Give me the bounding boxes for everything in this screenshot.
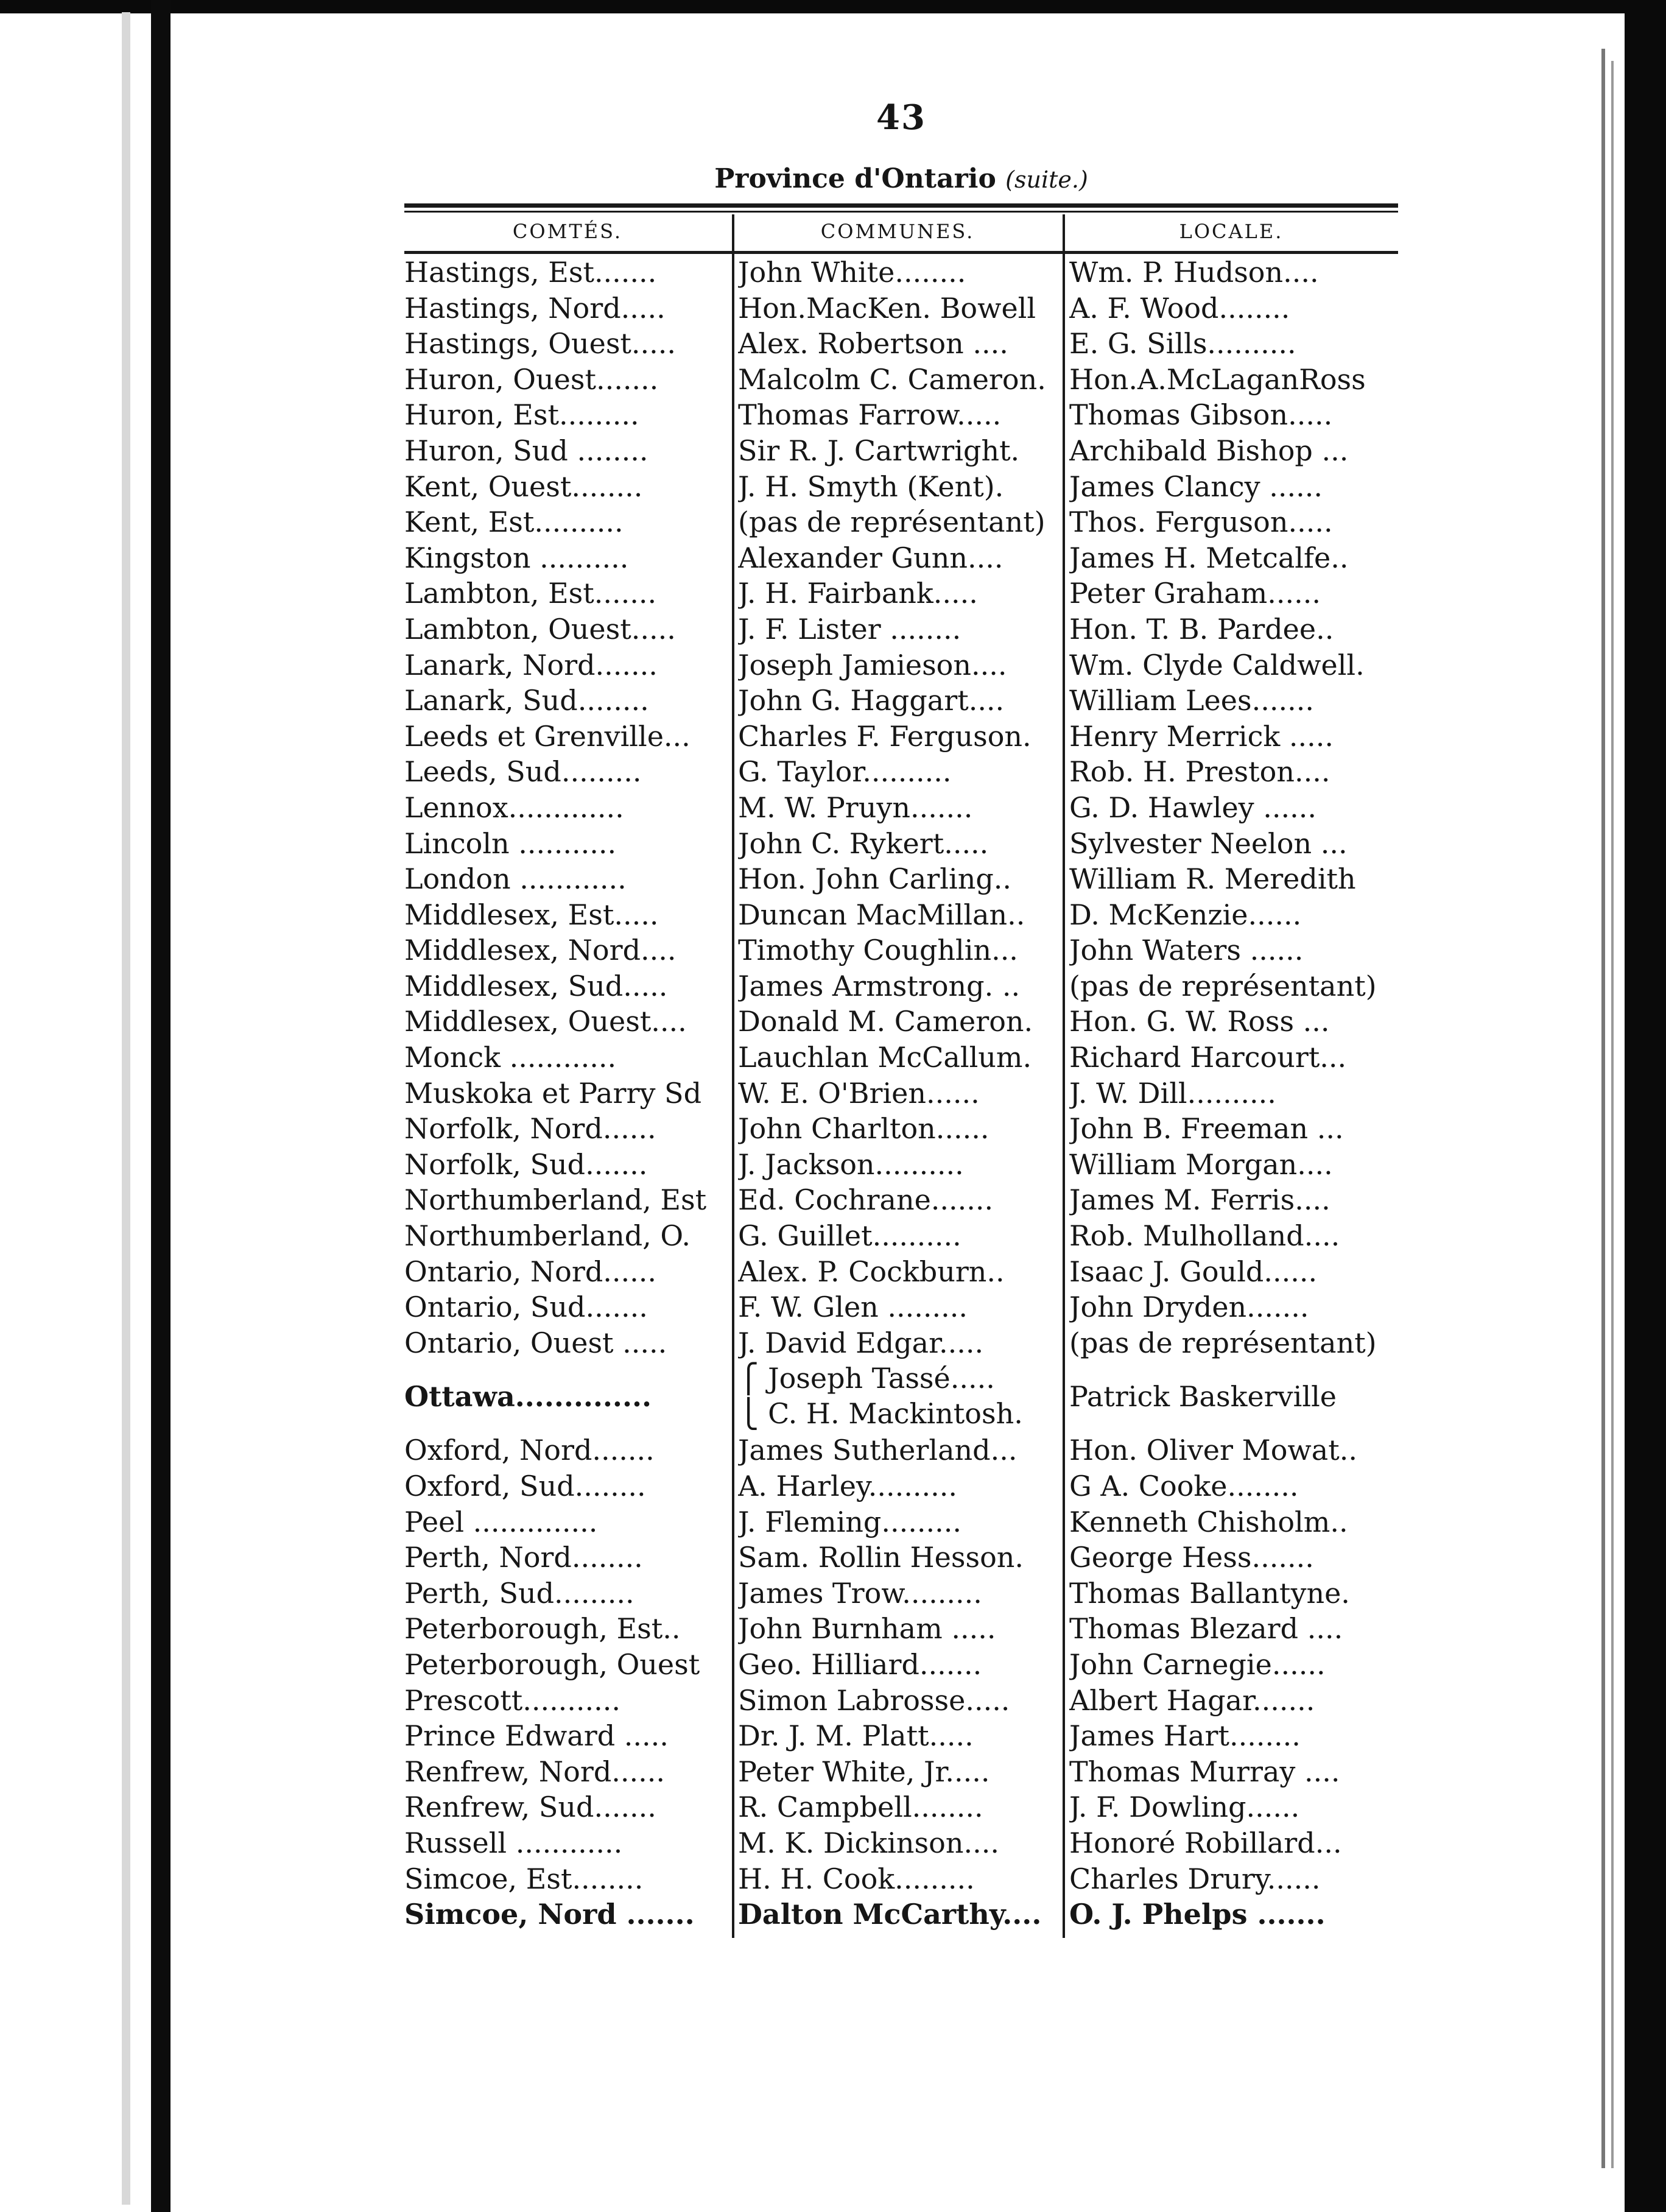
locale-cell: William Morgan.... — [1069, 1147, 1333, 1181]
communes-cell: J. Fleming......... — [738, 1505, 961, 1538]
locale-cell: Kenneth Chisholm.. — [1069, 1505, 1348, 1538]
locale-cell: J. W. Dill.......... — [1069, 1076, 1276, 1110]
comte-cell: Renfrew, Nord...... — [404, 1755, 665, 1788]
table-row — [404, 576, 1398, 611]
locale-cell: Thomas Ballantyne. — [1069, 1576, 1350, 1610]
comte-cell: Northumberland, O. — [404, 1219, 691, 1253]
locale-cell: James H. Metcalfe.. — [1069, 541, 1349, 574]
table-row — [404, 362, 1398, 398]
locale-cell: Hon. Oliver Mowat.. — [1069, 1434, 1357, 1467]
header-rule-thick — [404, 203, 1398, 208]
communes-cell: Simon Labrosse..... — [738, 1683, 1010, 1717]
table-row — [404, 1218, 1398, 1254]
locale-cell: John Waters ...... — [1069, 934, 1304, 967]
communes-cell: R. Campbell........ — [738, 1791, 983, 1824]
comte-cell: Middlesex, Sud..... — [404, 969, 668, 1002]
locale-cell: Hon.A.McLaganRoss — [1069, 362, 1366, 396]
communes-cell-stacked — [738, 1361, 1062, 1432]
column-header-rule — [404, 251, 1398, 254]
left-page-edge — [122, 12, 130, 2205]
comte-cell: Kent, Est.......... — [404, 505, 624, 539]
communes-cell: F. W. Glen ......... — [738, 1291, 968, 1324]
communes-cell: M. K. Dickinson.... — [738, 1826, 999, 1859]
locale-cell: George Hess....... — [1069, 1541, 1314, 1574]
comte-cell: Huron, Sud ........ — [404, 434, 648, 467]
province-heading — [548, 163, 1254, 194]
locale-cell: Wm. P. Hudson.... — [1069, 256, 1319, 289]
comte-cell: Lanark, Sud........ — [404, 684, 649, 717]
locale-cell: William Lees....... — [1069, 684, 1314, 717]
locale-cell: Albert Hagar....... — [1069, 1683, 1315, 1717]
table-row — [404, 291, 1398, 326]
locale-cell: E. G. Sills.......... — [1069, 327, 1296, 361]
table-row — [404, 1325, 1398, 1361]
table-row — [404, 790, 1398, 826]
comte-cell: Monck ............ — [404, 1041, 617, 1074]
locale-cell: Charles Drury...... — [1069, 1862, 1321, 1895]
comte-cell: Oxford, Sud........ — [404, 1470, 646, 1502]
table-row — [404, 1718, 1398, 1754]
locale-cell: A. F. Wood........ — [1069, 291, 1290, 325]
comte-cell: Simcoe, Nord ....... — [404, 1898, 695, 1931]
table-row — [404, 1540, 1398, 1576]
locale-cell: Richard Harcourt... — [1069, 1041, 1347, 1074]
locale-cell: J. F. Dowling...... — [1069, 1791, 1300, 1824]
column-header-comtes: COMTÉS. — [512, 220, 623, 243]
communes-cell: J. H. Fairbank..... — [738, 577, 978, 610]
column-header-locale: LOCALE. — [1179, 220, 1284, 243]
scan-border-right — [1625, 0, 1666, 2212]
table-row — [404, 433, 1398, 469]
communes-cell: Thomas Farrow..... — [738, 398, 1002, 432]
column-header-communes: COMMUNES. — [820, 220, 975, 243]
locale-cell: James Hart........ — [1069, 1719, 1301, 1753]
province-title: Province d'Ontario — [714, 163, 996, 194]
table-row — [404, 504, 1398, 540]
table-row — [404, 647, 1398, 683]
locale-cell: Thomas Gibson..... — [1069, 398, 1333, 432]
comte-cell: Leeds, Sud......... — [404, 755, 642, 789]
locale-cell: James Clancy ...... — [1069, 470, 1323, 503]
comte-cell: Perth, Sud......... — [404, 1576, 634, 1610]
comte-cell: Hastings, Ouest..... — [404, 327, 677, 361]
communes-cell: W. E. O'Brien...... — [738, 1076, 980, 1110]
communes-cell: Geo. Hilliard....... — [738, 1647, 982, 1681]
comte-cell: Lanark, Nord....... — [404, 648, 658, 682]
table-row — [404, 1289, 1398, 1325]
locale-cell: Wm. Clyde Caldwell. — [1069, 648, 1365, 682]
comte-cell: Renfrew, Sud....... — [404, 1791, 656, 1824]
comte-cell: Peterborough, Ouest — [404, 1647, 700, 1681]
locale-cell: James M. Ferris.... — [1069, 1183, 1330, 1217]
locale-cell: Isaac J. Gould...... — [1069, 1255, 1318, 1288]
locale-cell: William R. Meredith — [1069, 862, 1356, 896]
locale-cell: Hon. T. B. Pardee.. — [1069, 612, 1334, 646]
table-row — [404, 1611, 1398, 1647]
locale-cell: Henry Merrick ..... — [1069, 719, 1334, 753]
locale-cell: Sylvester Neelon ... — [1069, 826, 1348, 860]
comte-cell: Huron, Ouest....... — [404, 362, 659, 396]
comte-cell: Middlesex, Est..... — [404, 898, 659, 931]
table-row — [404, 1004, 1398, 1040]
table-row — [404, 1040, 1398, 1076]
communes-cell: Timothy Coughlin... — [738, 934, 1018, 967]
table-row — [404, 1789, 1398, 1825]
locale-cell: Thomas Blezard .... — [1069, 1612, 1343, 1646]
communes-cell: John Burnham ..... — [738, 1612, 996, 1646]
comte-cell: Huron, Est......... — [404, 398, 639, 432]
table-row — [404, 326, 1398, 362]
table-row — [404, 1147, 1398, 1183]
comte-cell: Prescott........... — [404, 1683, 621, 1717]
table-row — [404, 826, 1398, 862]
comte-cell: London ............ — [404, 862, 627, 896]
comte-cell: Middlesex, Ouest.... — [404, 1005, 687, 1038]
communes-cell: Sir R. J. Cartwright. — [738, 434, 1020, 467]
communes-cell: Donald M. Cameron. — [738, 1005, 1033, 1038]
communes-cell: John Charlton...... — [738, 1112, 989, 1146]
communes-cell: John White........ — [738, 256, 966, 289]
comte-cell: Perth, Nord........ — [404, 1541, 643, 1574]
communes-cell: H. H. Cook......... — [738, 1862, 975, 1895]
table-row — [404, 255, 1398, 291]
table-row — [404, 1182, 1398, 1218]
locale-cell: (pas de représentant) — [1069, 1326, 1377, 1359]
locale-cell: O. J. Phelps ....... — [1069, 1898, 1326, 1931]
comte-cell: Simcoe, Est........ — [404, 1862, 644, 1895]
table-row — [404, 1861, 1398, 1897]
communes-cell: John C. Rykert..... — [738, 826, 989, 860]
comte-cell: Ontario, Nord...... — [404, 1255, 656, 1288]
comte-cell: Norfolk, Sud....... — [404, 1147, 648, 1181]
table-row — [404, 683, 1398, 719]
communes-cell: Lauchlan McCallum. — [738, 1041, 1032, 1074]
table-row — [404, 1111, 1398, 1147]
comte-cell: Middlesex, Nord.... — [404, 934, 677, 967]
communes-cell: John G. Haggart.... — [738, 684, 1005, 717]
table-row — [404, 968, 1398, 1004]
comte-cell: Russell ............ — [404, 1826, 623, 1859]
comte-cell: Lennox............. — [404, 791, 624, 824]
communes-cell: Duncan MacMillan.. — [738, 898, 1025, 931]
table-row — [404, 1076, 1398, 1111]
comte-cell: Kent, Ouest........ — [404, 470, 643, 503]
communes-cell: James Armstrong. .. — [738, 969, 1021, 1002]
page-number: 43 — [876, 97, 926, 138]
communes-cell: James Trow......... — [738, 1576, 982, 1610]
communes-cell: Ed. Cochrane....... — [738, 1183, 994, 1217]
table-row — [404, 1468, 1398, 1504]
table-row-ottawa — [404, 1361, 1398, 1432]
comte-cell: Prince Edward ..... — [404, 1719, 669, 1753]
table-row — [404, 861, 1398, 897]
communes-cell: Sam. Rollin Hesson. — [738, 1541, 1024, 1574]
comte-cell: Lambton, Est....... — [404, 577, 657, 610]
comte-cell: Muskoka et Parry Sd — [404, 1076, 702, 1110]
communes-cell: Malcolm C. Cameron. — [738, 362, 1046, 396]
communes-cell: J. H. Smyth (Kent). — [738, 470, 1004, 503]
comte-cell: Ottawa.............. — [404, 1380, 652, 1414]
table-row — [404, 897, 1398, 933]
communes-cell: Dalton McCarthy.... — [738, 1898, 1042, 1931]
communes-cell: Joseph Jamieson.... — [738, 648, 1007, 682]
comte-cell: Peel .............. — [404, 1505, 598, 1538]
communes-cell: Hon. John Carling.. — [738, 862, 1012, 896]
communes-cell: Dr. J. M. Platt..... — [738, 1719, 974, 1753]
communes-member: ⎩ C. H. Mackintosh. — [738, 1397, 1023, 1431]
comte-cell: Lincoln ........... — [404, 826, 617, 860]
communes-cell: G. Guillet.......... — [738, 1219, 961, 1253]
header-rule-thin — [404, 211, 1398, 213]
communes-cell: G. Taylor.......... — [738, 755, 952, 789]
table-row — [404, 1504, 1398, 1540]
communes-cell: A. Harley.......... — [738, 1470, 958, 1502]
locale-cell: Peter Graham...... — [1069, 577, 1321, 610]
scan-border-top — [0, 0, 1666, 13]
communes-cell: Peter White, Jr..... — [738, 1755, 990, 1788]
communes-cell: J. F. Lister ........ — [738, 612, 961, 646]
table-row — [404, 469, 1398, 505]
communes-cell: Alex. Robertson .... — [738, 327, 1008, 361]
communes-cell: Alex. P. Cockburn.. — [738, 1255, 1005, 1288]
comte-cell: Norfolk, Nord...... — [404, 1112, 656, 1146]
communes-cell: J. Jackson.......... — [738, 1147, 964, 1181]
electoral-table — [404, 255, 1398, 1932]
page-edge-line — [1601, 49, 1605, 2168]
comte-cell: Hastings, Nord..... — [404, 291, 666, 325]
table-row — [404, 932, 1398, 968]
table-row — [404, 1683, 1398, 1719]
locale-cell: G A. Cooke........ — [1069, 1470, 1299, 1502]
locale-cell: Patrick Baskerville — [1069, 1380, 1337, 1414]
communes-cell: J. David Edgar..... — [738, 1326, 984, 1359]
table-row — [404, 611, 1398, 647]
locale-cell: Rob. Mulholland.... — [1069, 1219, 1340, 1253]
locale-cell: Rob. H. Preston.... — [1069, 755, 1330, 789]
table-row — [404, 1897, 1398, 1932]
table-row — [404, 1754, 1398, 1790]
comte-cell: Leeds et Grenville... — [404, 719, 691, 753]
comte-cell: Hastings, Est....... — [404, 256, 657, 289]
communes-cell: Alexander Gunn.... — [738, 541, 1003, 574]
comte-cell: Ontario, Sud....... — [404, 1291, 648, 1324]
province-suffix: (suite.) — [1005, 166, 1088, 193]
table-row — [404, 397, 1398, 433]
comte-cell: Peterborough, Est.. — [404, 1612, 681, 1646]
communes-cell: M. W. Pruyn....... — [738, 791, 973, 824]
locale-cell: Thos. Ferguson..... — [1069, 505, 1333, 539]
communes-cell: (pas de représentant) — [738, 505, 1046, 539]
table-row — [404, 754, 1398, 790]
table-row — [404, 719, 1398, 755]
locale-cell: (pas de représentant) — [1069, 969, 1377, 1002]
comte-cell: Ontario, Ouest ..... — [404, 1326, 667, 1359]
locale-cell: Thomas Murray .... — [1069, 1755, 1340, 1788]
communes-cell: James Sutherland... — [738, 1434, 1018, 1467]
table-row — [404, 1647, 1398, 1683]
locale-cell: Archibald Bishop ... — [1069, 434, 1349, 467]
comte-cell: Northumberland, Est — [404, 1183, 707, 1217]
comte-cell: Lambton, Ouest..... — [404, 612, 676, 646]
locale-cell: Hon. G. W. Ross ... — [1069, 1005, 1330, 1038]
locale-cell: D. McKenzie...... — [1069, 898, 1302, 931]
table-row — [404, 540, 1398, 576]
locale-cell: G. D. Hawley ...... — [1069, 791, 1317, 824]
locale-cell: John Carnegie...... — [1069, 1647, 1326, 1681]
table-row — [404, 1254, 1398, 1290]
table-row — [404, 1825, 1398, 1861]
communes-cell: Charles F. Ferguson. — [738, 719, 1032, 753]
book-spine-shadow — [151, 0, 170, 2212]
comte-cell: Kingston .......... — [404, 541, 629, 574]
table-row — [404, 1576, 1398, 1611]
comte-cell: Oxford, Nord....... — [404, 1434, 655, 1467]
page-edge-line-2 — [1611, 61, 1614, 2168]
locale-cell: John B. Freeman ... — [1069, 1112, 1344, 1146]
locale-cell: Honoré Robillard... — [1069, 1826, 1342, 1859]
table-row — [404, 1432, 1398, 1468]
locale-cell: John Dryden....... — [1069, 1291, 1309, 1324]
communes-member: ⎧ Joseph Tassé..... — [738, 1362, 995, 1395]
communes-cell: Hon.MacKen. Bowell — [738, 291, 1036, 325]
